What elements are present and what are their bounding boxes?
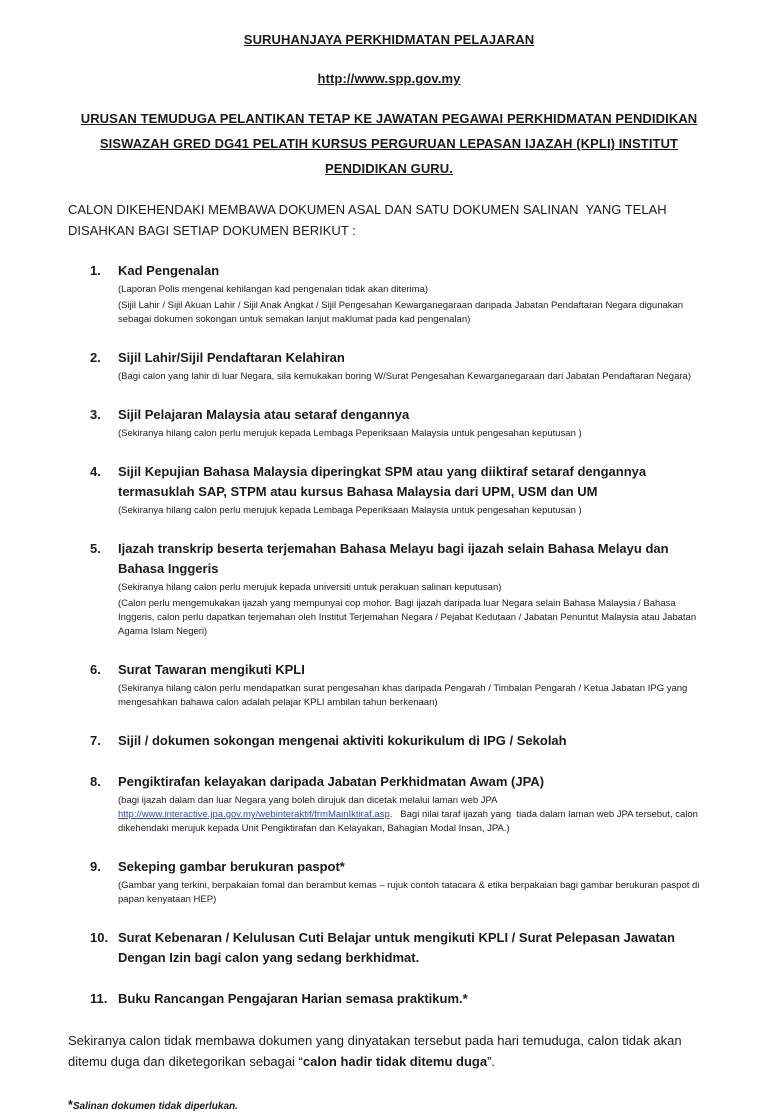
- item-note: (Sijil Lahir / Sijil Akuan Lahir / Sijil Anak Angkat / Sijil Pengesahan Kewarganegaraan daripada Jabatan Pendaftaran Negara digunakan sebagai dokumen sokongan untuk semakan lanjut maklumat pada kad pengenalan): [118, 300, 686, 325]
- item-number: 11.: [90, 991, 108, 1006]
- list-item: [90, 928, 710, 968]
- list-item: [90, 857, 710, 907]
- closing-bold-quote: calon hadir tidak ditemu duga: [302, 1054, 488, 1069]
- item-number: 2.: [90, 350, 101, 365]
- item-number: 10.: [90, 930, 109, 945]
- item-note: (Calon perlu mengemukakan ijazah yang mempunyai cop mohor. Bagi ijazah daripada luar Negara selain Bahasa Malaysia / Bahasa Inggeris, calon perlu dapatkan terjemahan oleh Institut Terjemahan Negara / Pejabat Kedutaan / Jabatan Penuntut Malaysia atau Jabatan Agama Islam Negeri): [118, 598, 699, 637]
- item-note: (Laporan Polis mengenai kehilangan kad pengenalan tidak akan diterima): [118, 284, 429, 295]
- item-number: 7.: [90, 733, 101, 748]
- closing-text-end: ”.: [487, 1054, 496, 1069]
- item-title: Pengiktirafan kelayakan daripada Jabatan Perkhidmatan Awam (JPA): [118, 774, 545, 789]
- footnote-text: Salinan dokumen tidak diperlukan.: [72, 1101, 238, 1112]
- item-number: 4.: [90, 464, 101, 479]
- jpa-link[interactable]: http://www.interactive.jpa.gov.my/webinteraktif/frmMainIktiraf.asp: [118, 809, 390, 820]
- item-title: Kad Pengenalan: [118, 263, 220, 278]
- item-note: (Gambar yang terkini, berpakaian fomal dan berambut kemas – rujuk contoh tatacara & etika berpakaian bagi gambar berukuran paspot di papan kenyataan HEP): [118, 880, 703, 905]
- list-item: [90, 462, 710, 518]
- list-item: [90, 348, 710, 384]
- item-note: (Sekiranya hilang calon perlu merujuk kepada Lembaga Peperiksaan Malaysia untuk pengesahan keputusan ): [118, 505, 582, 516]
- item-title: Buku Rancangan Pengajaran Harian semasa praktikum.*: [118, 991, 468, 1006]
- footnote-asterisk: *: [68, 1098, 73, 1112]
- item-note: [118, 794, 710, 836]
- item-number: 6.: [90, 662, 101, 677]
- list-item: [90, 261, 710, 327]
- closing-paragraph: [68, 1030, 710, 1072]
- item-title: Sijil / dokumen sokongan mengenai aktiviti kokurikulum di IPG / Sekolah: [118, 733, 567, 748]
- jpa-note-before: (bagi ijazah dalam dan luar Negara yang boleh dirujuk dan dicetak melalui laman web JPA: [118, 795, 500, 806]
- list-item: [90, 731, 710, 751]
- list-item: [90, 405, 710, 441]
- item-note: (Sekiranya hilang calon perlu mendapatkan surat pengesahan khas daripada Pengarah / Timbalan Pengarah / Ketua Jabatan IPG yang mengesahkan bahawa calon adalah pelajar KPLI ambilan tahun berkenaan): [118, 683, 690, 708]
- item-note: (Sekiranya hilang calon perlu merujuk kepada universiti untuk perakuan salinan keputusan): [118, 582, 502, 593]
- page-title: SURUHANJAYA PERKHIDMATAN PELAJARAN: [243, 32, 535, 47]
- document-list: [90, 261, 710, 1009]
- jpa-note-after: . Bagi nilai taraf ijazah yang tiada dalam laman web JPA tersebut, calon dikehendaki merujuk kepada Unit Pengiktirafan dan Kelayakan, Bahagian Modal Insan, JPA.): [118, 809, 701, 834]
- item-note: (Bagi calon yang lahir di luar Negara, sila kemukakan boring W/Surat Pengesahan Kewarganegaraan dari Jabatan Pendaftaran Negara): [118, 371, 691, 382]
- item-number: 9.: [90, 859, 101, 874]
- item-title: Surat Tawaran mengikuti KPLI: [118, 662, 305, 677]
- footnote: [68, 1098, 710, 1112]
- item-number: 5.: [90, 541, 101, 556]
- spp-url: http://www.spp.gov.my: [317, 71, 461, 86]
- list-item: [90, 660, 710, 710]
- item-title: Sijil Pelajaran Malaysia atau setaraf dengannya: [118, 407, 410, 422]
- item-number: 8.: [90, 774, 101, 789]
- item-title: Sijil Kepujian Bahasa Malaysia diperingkat SPM atau yang diiktiraf setaraf dengannya termasuklah SAP, STPM atau kursus Bahasa Malaysia dari UPM, USM dan UM: [118, 464, 647, 499]
- list-item: [90, 539, 710, 639]
- closing-text: Sekiranya calon tidak membawa dokumen yang dinyatakan tersebut pada hari temuduga, calon tidak akan ditemu duga dan diketegorikan sebagai “: [68, 1033, 682, 1069]
- intro-paragraph: CALON DIKEHENDAKI MEMBAWA DOKUMEN ASAL DAN SATU DOKUMEN SALINAN YANG TELAH DISAHKAN BAGI SETIAP DOKUMEN BERIKUT :: [68, 202, 671, 238]
- item-title: Ijazah transkrip beserta terjemahan Bahasa Melayu bagi ijazah selain Bahasa Melayu dan Bahasa Inggeris: [118, 541, 669, 576]
- list-item: [90, 989, 710, 1009]
- item-title: Sijil Lahir/Sijil Pendaftaran Kelahiran: [118, 350, 345, 365]
- item-note: (Sekiranya hilang calon perlu merujuk kepada Lembaga Peperiksaan Malaysia untuk pengesahan keputusan ): [118, 428, 582, 439]
- item-title: Surat Kebenaran / Kelulusan Cuti Belajar untuk mengikuti KPLI / Surat Pelepasan Jawatan Dengan Izin bagi calon yang sedang berkhidmat.: [118, 930, 675, 965]
- item-number: 1.: [90, 263, 101, 278]
- item-number: 3.: [90, 407, 101, 422]
- document-heading: URUSAN TEMUDUGA PELANTIKAN TETAP KE JAWATAN PEGAWAI PERKHIDMATAN PENDIDIKAN SISWAZAH GRED DG41 PELATIH KURSUS PERGURUAN LEPASAN IJAZAH (KPLI) INSTITUT PENDIDIKAN GURU.: [80, 111, 698, 176]
- list-item: [90, 772, 710, 836]
- item-title: Sekeping gambar berukuran paspot*: [118, 859, 345, 874]
